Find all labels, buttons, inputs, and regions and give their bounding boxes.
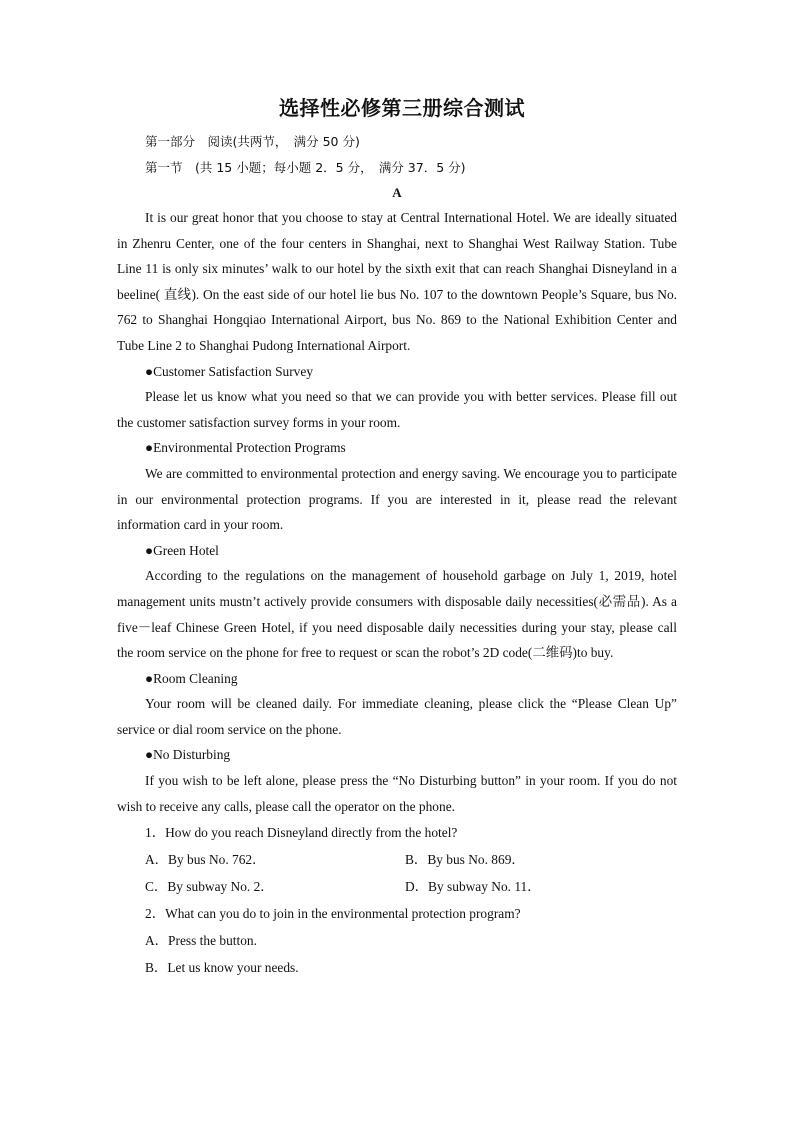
question-2-option-b: B．Let us know your needs. [145,960,299,976]
document-page [117,92,677,981]
section-text-no-disturbing: If you wish to be left alone, please press the “No Disturbing button” in your room. If you do not wish to receive any calls, please call the operator on the phone. [117,773,677,814]
section-heading-environment: ●Environmental Protection Programs [145,440,346,456]
part-heading: 第一部分 阅读(共两节， 满分 50 分) [145,134,360,149]
section-text-green-hotel: According to the regulations on the management of household garbage on July 1, 2019, hotel management units mustn’t actively provide consumers with disposable daily necessities(必需品). As a five－leaf Chinese Green Hotel, if you need disposable daily necessities during your stay, please call the room service on the phone for free to request or scan the robot’s 2D code(二维码)to buy. [117,568,677,661]
question-1-stem: 1．How do you reach Disneyland directly from the hotel? [145,825,458,841]
question-1-options-row-1 [117,846,677,873]
section-heading-green-hotel: ●Green Hotel [145,542,219,558]
question-1-option-a: A．By bus No. 762． [145,852,266,868]
question-1-option-d: D．By subway No. 11． [405,879,541,895]
passage-label: A [392,185,402,200]
section-heading-room-cleaning: ●Room Cleaning [145,670,238,686]
intro-paragraph: It is our great honor that you choose to stay at Central International Hotel. We are ideally situated in Zhenru Center, one of the four centers in Shanghai, next to Shanghai West Railway Station. Tube Line 11 is only six minutes’ walk to our hotel by the sixth exit that can reach Shanghai Disneyland in a beeline( 直线). On the east side of our hotel lie bus No. 107 to the downtown People’s Square, bus No. 762 to Shanghai Hongqiao International Airport, bus No. 869 to the National Exhibition Center and Tube Line 2 to Shanghai Pudong International Airport. [117,210,677,353]
question-1-option-c: C．By subway No. 2． [145,879,274,895]
question-2-stem: 2．What can you do to join in the environmental protection program? [145,906,521,922]
section-heading: 第一节 (共 15 小题；每小题 2．5 分， 满分 37．5 分) [145,159,466,175]
section-text-room-cleaning: Your room will be cleaned daily. For immediate cleaning, please click the “Please Clean Up” service or dial room service on the phone. [117,696,677,737]
question-1-option-b: B．By bus No. 869． [405,852,525,868]
section-heading-survey: ●Customer Satisfaction Survey [145,363,314,379]
section-text-environment: We are committed to environmental protection and energy saving. We encourage you to participate in our environmental protection programs. If you are interested in it, please read the relevant information card in your room. [117,465,677,533]
page-title: 选择性必修第三册综合测试 [279,96,525,120]
section-text-survey: Please let us know what you need so that we can provide you with better services. Please fill out the customer satisfaction survey forms in your room. [117,389,677,430]
question-2-option-a: A．Press the button. [145,933,257,949]
question-1-options-row-2 [117,873,677,900]
section-heading-no-disturbing: ●No Disturbing [145,747,231,763]
